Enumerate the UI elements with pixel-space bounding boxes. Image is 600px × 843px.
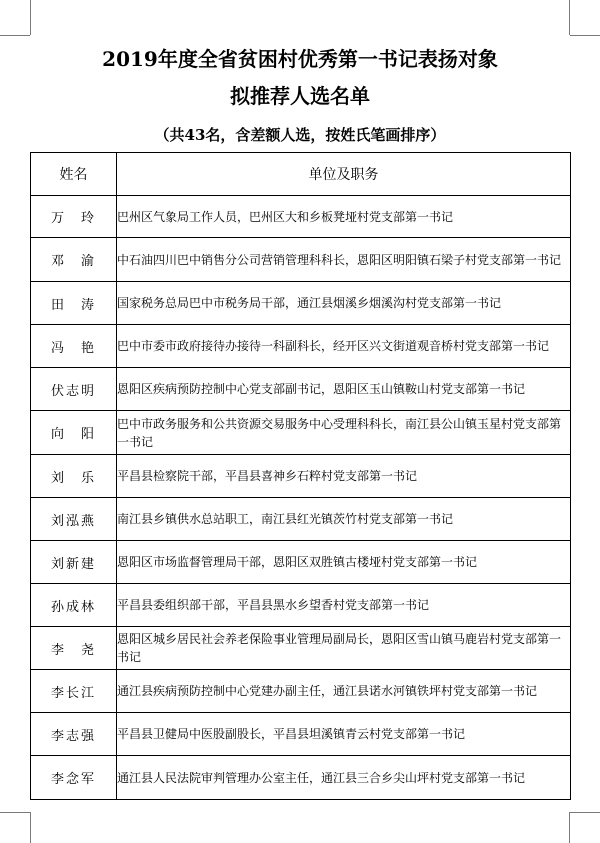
document-title-line1: 2019年度全省贫困村优秀第一书记表扬对象 <box>102 47 498 71</box>
row-unit: 中石油四川巴中销售分公司营销管理科科长，恩阳区明阳镇石梁子村党支部第一书记 <box>117 238 571 282</box>
candidate-table <box>30 152 571 800</box>
row-name: 李长江 <box>31 670 117 713</box>
row-name: 刘新建 <box>31 541 117 584</box>
table-row <box>31 411 571 455</box>
crop-mark-top-left-v <box>30 0 31 35</box>
table-row <box>31 325 571 368</box>
crop-mark-top-right-v <box>569 0 570 35</box>
row-name: 孙成林 <box>31 584 117 627</box>
row-unit: 巴州区气象局工作人员，巴州区大和乡板凳垭村党支部第一书记 <box>117 196 571 238</box>
crop-mark-top-left-h <box>0 35 30 36</box>
table-row <box>31 455 571 498</box>
row-unit: 通江县疾病预防控制中心党建办副主任，通江县诺水河镇铁坪村党支部第一书记 <box>117 670 571 713</box>
table-header-row <box>31 153 571 196</box>
row-unit: 巴中市委市政府接待办接待一科副科长，经开区兴文街道观音桥村党支部第一书记 <box>117 325 571 368</box>
row-unit: 恩阳区城乡居民社会养老保险事业管理局副局长，恩阳区雪山镇马鹿岩村党支部第一书记 <box>117 627 571 670</box>
row-name: 向 阳 <box>31 411 117 455</box>
row-unit: 通江县人民法院审判管理办公室主任，通江县三合乡尖山坪村党支部第一书记 <box>117 756 571 800</box>
row-name: 万 玲 <box>31 196 117 238</box>
row-name: 邓 渝 <box>31 238 117 282</box>
table-row <box>31 584 571 627</box>
header-unit: 单位及职务 <box>117 153 571 196</box>
row-unit: 平昌县卫健局中医股副股长，平昌县坦溪镇青云村党支部第一书记 <box>117 713 571 756</box>
header-name: 姓名 <box>31 153 117 196</box>
table-row <box>31 627 571 670</box>
row-unit: 恩阳区市场监督管理局干部，恩阳区双胜镇古楼垭村党支部第一书记 <box>117 541 571 584</box>
row-name: 刘 乐 <box>31 455 117 498</box>
table-row <box>31 238 571 282</box>
crop-mark-bottom-left-v <box>30 812 31 843</box>
row-name: 伏志明 <box>31 368 117 411</box>
crop-mark-bottom-right-h <box>570 812 600 813</box>
table-row <box>31 756 571 800</box>
table-row <box>31 713 571 756</box>
row-name: 李 尧 <box>31 627 117 670</box>
row-name: 冯 艳 <box>31 325 117 368</box>
table-row <box>31 670 571 713</box>
row-unit: 恩阳区疾病预防控制中心党支部副书记，恩阳区玉山镇鞍山村党支部第一书记 <box>117 368 571 411</box>
crop-mark-bottom-left-h <box>0 812 30 813</box>
row-unit: 平昌县委组织部干部，平昌县黑水乡望香村党支部第一书记 <box>117 584 571 627</box>
table-row <box>31 282 571 325</box>
row-unit: 平昌县检察院干部，平昌县喜神乡石粹村党支部第一书记 <box>117 455 571 498</box>
document-title-line2: 拟推荐人选名单 <box>230 84 370 108</box>
table-row <box>31 498 571 541</box>
row-unit: 巴中市政务服务和公共资源交易服务中心受理科科长，南江县公山镇玉星村党支部第一书记 <box>117 411 571 455</box>
row-name: 刘泓燕 <box>31 498 117 541</box>
row-name: 李念军 <box>31 756 117 800</box>
row-name: 李志强 <box>31 713 117 756</box>
row-unit: 国家税务总局巴中市税务局干部，通江县烟溪乡烟溪沟村党支部第一书记 <box>117 282 571 325</box>
row-unit: 南江县乡镇供水总站职工，南江县红光镇茨竹村党支部第一书记 <box>117 498 571 541</box>
crop-mark-bottom-right-v <box>569 812 570 843</box>
table-row <box>31 368 571 411</box>
table-row <box>31 541 571 584</box>
crop-mark-top-right-h <box>570 35 600 36</box>
document-subtitle: （共43名，含差额人选，按姓氏笔画排序） <box>154 126 446 144</box>
row-name: 田 涛 <box>31 282 117 325</box>
table-row <box>31 196 571 238</box>
